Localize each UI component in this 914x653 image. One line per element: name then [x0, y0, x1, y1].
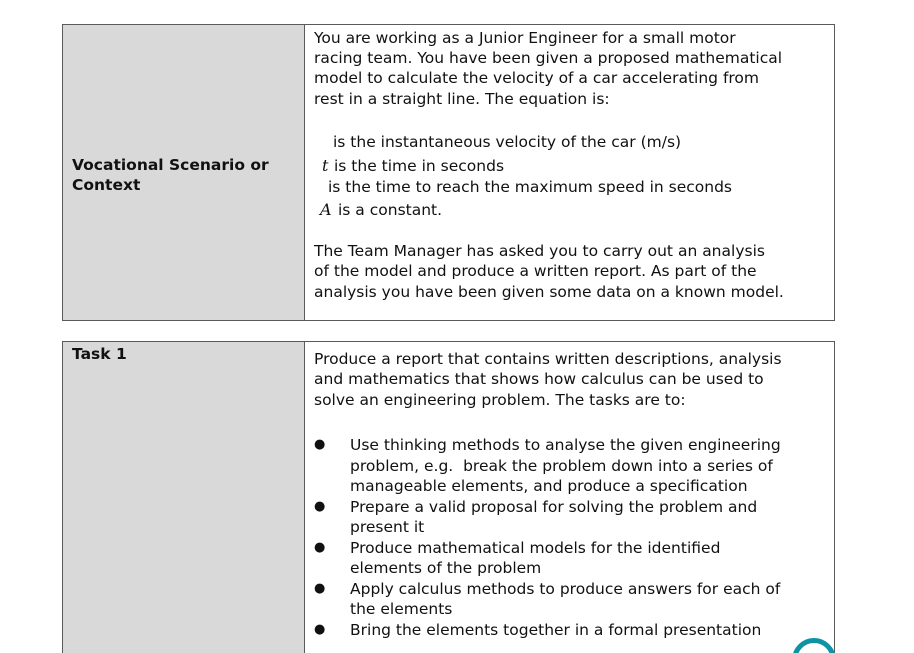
bullet-marker-4: ● [314, 581, 326, 596]
bullet-marker-1: ● [314, 437, 326, 452]
bullet-4-line-2: the elements [350, 600, 453, 618]
task1-content-cell [305, 342, 834, 653]
scenario-closing-line-3: analysis you have been given some data on a known model. [314, 283, 784, 301]
definition-symbol-2: t [322, 156, 329, 175]
definition-text-1: is the instantaneous velocity of the car (m/s) [333, 133, 682, 151]
scenario-table [62, 24, 835, 321]
scenario-intro-line-4: rest in a straight line. The equation is: [314, 90, 610, 108]
definition-text-2: is the time in seconds [334, 157, 505, 175]
definition-text-4: is a constant. [338, 201, 443, 219]
bullet-2-line-1: Prepare a valid proposal for solving the problem and [350, 498, 758, 516]
task1-intro-line-1: Produce a report that contains written descriptions, analysis [314, 350, 782, 368]
scenario-intro-line-1: You are working as a Junior Engineer for a small motor [314, 29, 736, 47]
definition-text-3: is the time to reach the maximum speed in seconds [328, 178, 732, 196]
task1-table [62, 341, 835, 653]
bullet-marker-3: ● [314, 540, 326, 555]
bullet-5-line-1: Bring the elements together in a formal presentation [350, 621, 762, 639]
bullet-1-line-3: manageable elements, and produce a specification [350, 477, 748, 495]
bullet-1-line-1: Use thinking methods to analyse the given engineering [350, 436, 781, 454]
scenario-label-line-2: Context [72, 176, 141, 194]
bullet-3-line-1: Produce mathematical models for the identified [350, 539, 721, 557]
scenario-intro-line-2: racing team. You have been given a proposed mathematical [314, 49, 783, 67]
task1-intro-line-3: solve an engineering problem. The tasks are to: [314, 391, 686, 409]
bullet-2-line-2: present it [350, 518, 425, 536]
task1-label: Task 1 [72, 345, 127, 363]
bullet-4-line-1: Apply calculus methods to produce answers for each of [350, 580, 781, 598]
scenario-label-cell [63, 25, 305, 320]
bullet-1-line-2: problem, e.g. break the problem down into a series of [350, 457, 773, 475]
task1-label-cell [63, 342, 305, 653]
scenario-intro-line-3: model to calculate the velocity of a car accelerating from [314, 69, 760, 87]
bullet-marker-2: ● [314, 499, 326, 514]
task1-intro-line-2: and mathematics that shows how calculus can be used to [314, 370, 764, 388]
scenario-content-cell [305, 25, 834, 320]
scenario-closing-line-2: of the model and produce a written report. As part of the [314, 262, 757, 280]
definition-symbol-4: A [320, 200, 332, 219]
scenario-closing-line-1: The Team Manager has asked you to carry out an analysis [314, 242, 765, 260]
bullet-3-line-2: elements of the problem [350, 559, 542, 577]
scenario-label-line-1: Vocational Scenario or [72, 156, 269, 174]
bullet-marker-5: ● [314, 622, 326, 637]
